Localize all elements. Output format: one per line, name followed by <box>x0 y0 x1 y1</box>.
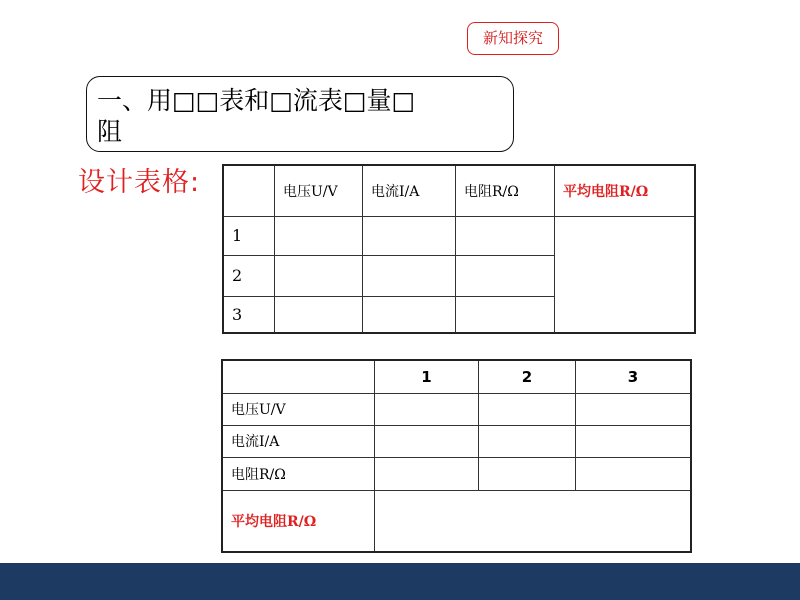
table-cell <box>576 393 692 425</box>
row-label: 3 <box>223 296 275 333</box>
footer-bar <box>0 563 800 600</box>
section-heading-line1: 一、用□□表和□流表□量□ <box>97 86 416 115</box>
row-label: 平均电阻R/Ω <box>222 490 375 552</box>
table-cell <box>479 393 576 425</box>
table-header-cell: 2 <box>479 360 576 393</box>
data-table-by-row <box>222 164 696 334</box>
table-header-cell: 平均电阻R/Ω <box>555 165 696 216</box>
table-cell <box>456 255 555 296</box>
table-row <box>222 457 691 490</box>
row-label: 电阻R/Ω <box>222 457 375 490</box>
table-cell <box>456 216 555 255</box>
row-label: 电压U/V <box>222 393 375 425</box>
table-cell <box>375 425 479 457</box>
row-label: 1 <box>223 216 275 255</box>
table-cell <box>275 255 363 296</box>
table-header-cell: 电流I/A <box>363 165 456 216</box>
table-header-cell: 电阻R/Ω <box>456 165 555 216</box>
table-cell <box>375 393 479 425</box>
table-header-cell <box>222 360 375 393</box>
design-table-label: 设计表格: <box>78 167 201 198</box>
table-row <box>222 490 691 552</box>
table-row <box>222 393 691 425</box>
table-cell <box>275 216 363 255</box>
table-row <box>222 425 691 457</box>
table-header-cell: 1 <box>375 360 479 393</box>
table-cell <box>375 457 479 490</box>
section-heading <box>86 76 514 152</box>
table-row <box>223 216 695 255</box>
row-label: 电流I/A <box>222 425 375 457</box>
table-header-cell: 3 <box>576 360 692 393</box>
table-cell <box>576 425 692 457</box>
table-header-row <box>222 360 691 393</box>
table-cell <box>456 296 555 333</box>
table-cell <box>363 216 456 255</box>
table-header-row <box>223 165 695 216</box>
data-table-by-column <box>221 359 692 553</box>
table-cell <box>363 296 456 333</box>
table-header-cell <box>223 165 275 216</box>
table-cell <box>576 457 692 490</box>
table-cell <box>479 457 576 490</box>
average-cell <box>555 216 696 333</box>
section-heading-line2: 阻 <box>97 117 123 146</box>
average-cell <box>375 490 692 552</box>
table-cell <box>479 425 576 457</box>
section-badge: 新知探究 <box>467 22 559 55</box>
table-cell <box>275 296 363 333</box>
table-cell <box>363 255 456 296</box>
table-header-cell: 电压U/V <box>275 165 363 216</box>
row-label: 2 <box>223 255 275 296</box>
